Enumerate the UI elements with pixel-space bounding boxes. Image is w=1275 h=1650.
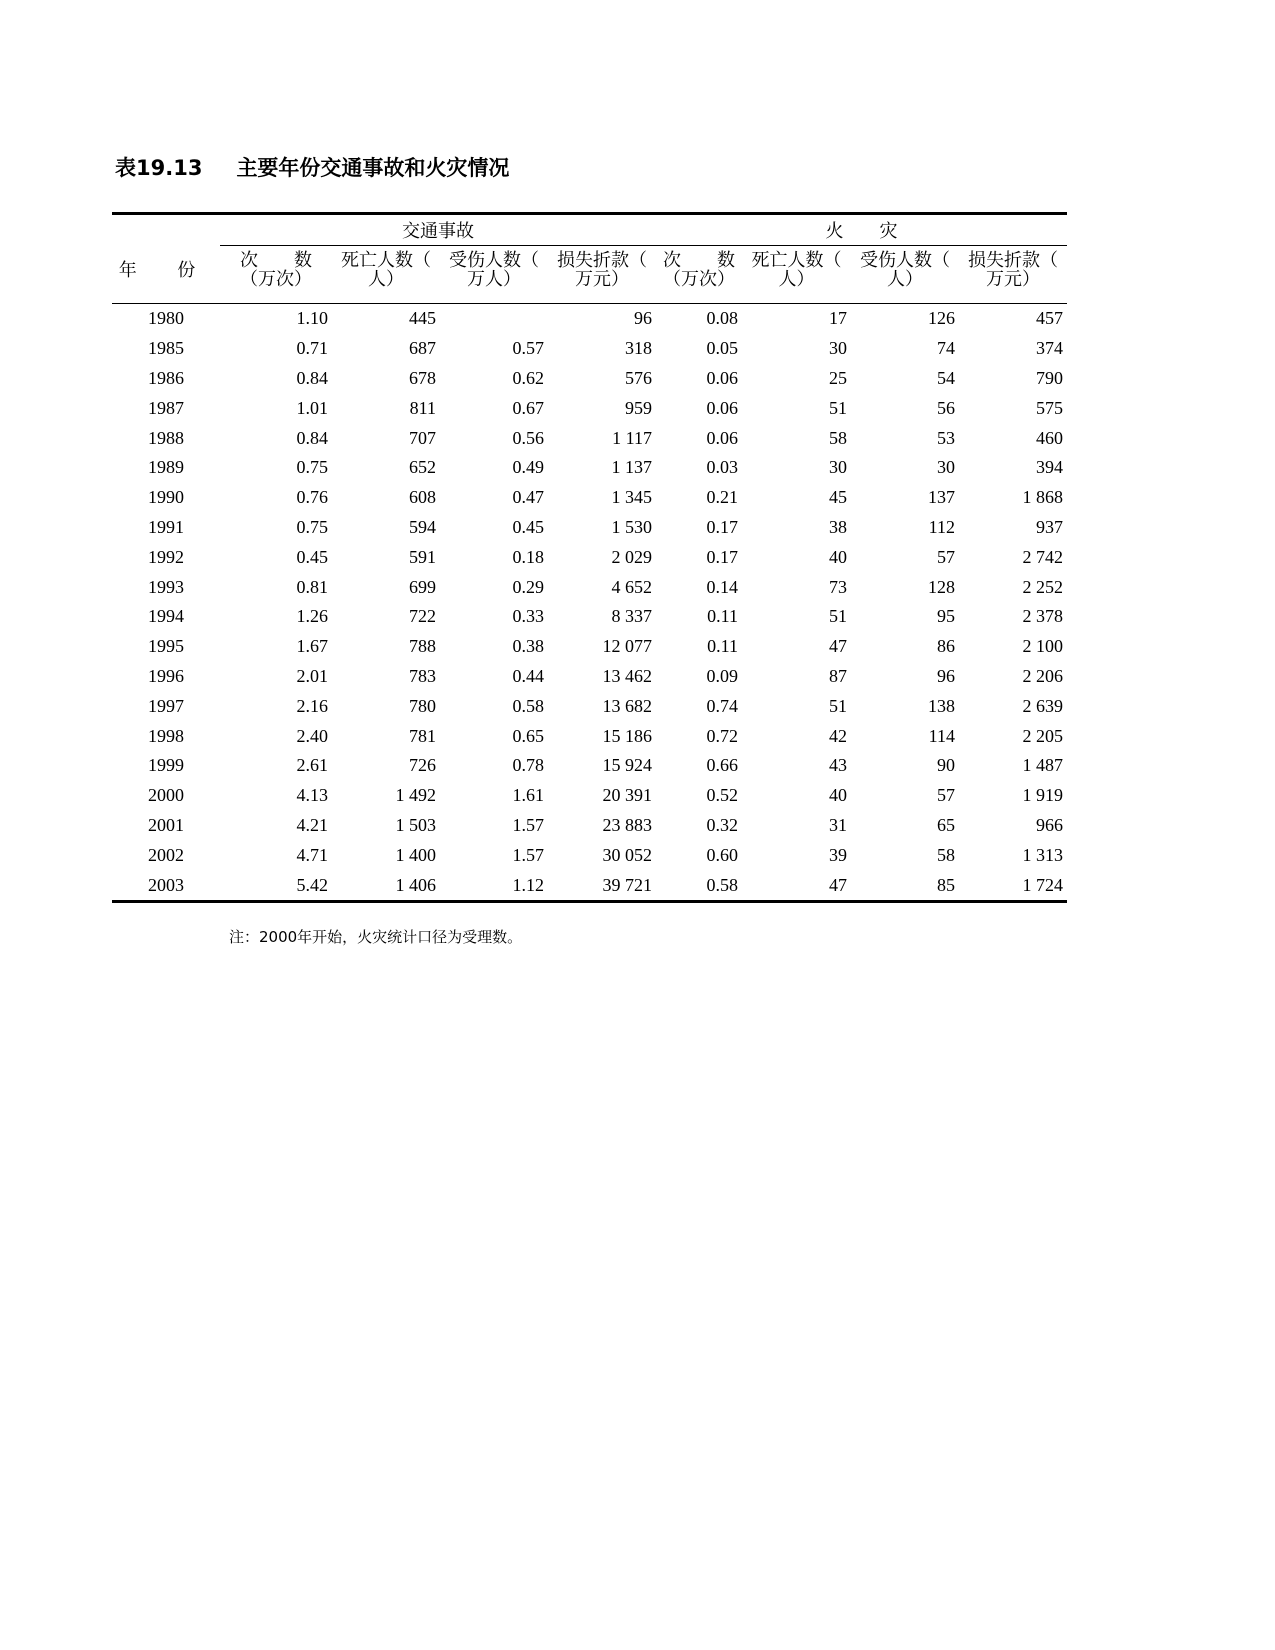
table-cell: 137 (928, 487, 955, 508)
table-cell: 788 (409, 636, 436, 657)
table-row (112, 423, 1067, 453)
table-cell: 0.78 (512, 755, 544, 776)
table-cell: 576 (625, 367, 652, 388)
year-cell: 2002 (148, 844, 184, 865)
table-cell: 1 492 (395, 785, 436, 806)
table-row (112, 393, 1067, 423)
table-row (112, 364, 1067, 394)
table-cell: 57 (937, 785, 955, 806)
column-header (742, 246, 851, 304)
column-header (440, 246, 548, 304)
column-header (332, 246, 440, 304)
table-cell: 0.11 (707, 636, 738, 657)
table-row (112, 453, 1067, 483)
year-cell: 1996 (148, 665, 184, 686)
column-header (220, 246, 332, 304)
table-row (112, 542, 1067, 572)
table-cell: 0.14 (706, 576, 738, 597)
table-cell: 1.67 (296, 636, 328, 657)
statistics-table (112, 212, 1067, 903)
table-cell: 138 (928, 695, 955, 716)
table-cell: 15 186 (602, 725, 652, 746)
table-number: 表19.13 (115, 156, 203, 180)
table-cell: 608 (409, 487, 436, 508)
year-cell: 1992 (148, 546, 184, 567)
year-cell: 1998 (148, 725, 184, 746)
table-cell: 86 (937, 636, 955, 657)
table-row (112, 572, 1067, 602)
table-cell: 47 (829, 636, 847, 657)
table-cell: 652 (409, 457, 436, 478)
table-cell: 374 (1036, 338, 1063, 359)
table-cell: 2 639 (1022, 695, 1063, 716)
table-cell: 966 (1036, 814, 1063, 835)
column-header-line1: 死亡人数（ (341, 250, 431, 270)
table-cell: 0.06 (706, 367, 738, 388)
table-row (112, 781, 1067, 811)
year-cell: 1980 (148, 308, 184, 329)
table-cell: 114 (928, 725, 955, 746)
table-cell: 1.26 (296, 606, 328, 627)
column-header-row (112, 246, 1067, 304)
table-cell: 394 (1036, 457, 1063, 478)
column-header-line2: 人） (887, 269, 923, 289)
table-cell: 95 (937, 606, 955, 627)
table-title (115, 152, 509, 182)
table-cell: 1 487 (1022, 755, 1063, 776)
column-header-line1: 次 数 (240, 250, 312, 270)
column-header-line1: 受伤人数（ (860, 250, 950, 270)
table-cell: 85 (937, 874, 955, 895)
table-cell: 0.81 (296, 576, 328, 597)
table-cell: 726 (409, 755, 436, 776)
table-row (112, 304, 1067, 334)
table-cell: 40 (829, 546, 847, 567)
year-cell: 2003 (148, 874, 184, 895)
table-cell: 4.21 (296, 814, 328, 835)
table-cell: 4 652 (611, 576, 652, 597)
year-cell: 2000 (148, 785, 184, 806)
table-row (112, 840, 1067, 870)
table-cell: 0.06 (706, 427, 738, 448)
table-cell: 4.13 (296, 785, 328, 806)
table-cell: 43 (829, 755, 847, 776)
table-cell: 38 (829, 516, 847, 537)
table-cell: 8 337 (611, 606, 652, 627)
year-cell: 1994 (148, 606, 184, 627)
table-cell: 0.60 (706, 844, 738, 865)
table-cell: 0.17 (706, 546, 738, 567)
table-cell: 51 (829, 606, 847, 627)
year-cell: 1989 (148, 457, 184, 478)
table-cell: 2.61 (296, 755, 328, 776)
table-cell: 0.29 (512, 576, 544, 597)
table-cell: 2 206 (1022, 665, 1063, 686)
table-cell: 42 (829, 725, 847, 746)
table-cell: 96 (937, 665, 955, 686)
table-cell: 0.72 (706, 725, 738, 746)
table-cell: 1 919 (1022, 785, 1063, 806)
table-cell: 707 (409, 427, 436, 448)
table-cell: 591 (409, 546, 436, 567)
column-header (656, 246, 742, 304)
table-cell: 0.38 (512, 636, 544, 657)
year-cell: 1999 (148, 755, 184, 776)
table-cell: 0.75 (296, 457, 328, 478)
table-cell: 959 (625, 397, 652, 418)
year-cell: 1995 (148, 636, 184, 657)
table-cell: 74 (937, 338, 955, 359)
table-cell: 2 205 (1022, 725, 1063, 746)
table-cell: 47 (829, 874, 847, 895)
table-cell: 13 682 (602, 695, 652, 716)
table-cell: 0.45 (296, 546, 328, 567)
table-cell: 0.66 (706, 755, 738, 776)
table-cell: 0.58 (512, 695, 544, 716)
year-cell: 1990 (148, 487, 184, 508)
table-cell: 73 (829, 576, 847, 597)
table-row (112, 632, 1067, 662)
column-header (959, 246, 1067, 304)
year-cell: 1987 (148, 397, 184, 418)
table-cell: 51 (829, 397, 847, 418)
table-cell: 54 (937, 367, 955, 388)
table-cell: 0.32 (706, 814, 738, 835)
table-cell: 575 (1036, 397, 1063, 418)
table-cell: 0.75 (296, 516, 328, 537)
table-cell: 51 (829, 695, 847, 716)
table-cell: 0.21 (706, 487, 738, 508)
table-cell: 40 (829, 785, 847, 806)
year-cell: 1991 (148, 516, 184, 537)
table-cell: 53 (937, 427, 955, 448)
table-title-text: 主要年份交通事故和火灾情况 (236, 156, 510, 180)
column-header-line2: （万次） (240, 269, 312, 289)
table-cell: 1 400 (395, 844, 436, 865)
table-cell: 0.47 (512, 487, 544, 508)
table-cell: 57 (937, 546, 955, 567)
year-cell: 1993 (148, 576, 184, 597)
table-cell: 58 (937, 844, 955, 865)
table-cell: 2 742 (1022, 546, 1063, 567)
table-cell: 20 391 (602, 785, 652, 806)
table-cell: 1 313 (1022, 844, 1063, 865)
table-cell: 5.42 (296, 874, 328, 895)
table-cell: 0.52 (706, 785, 738, 806)
table-cell: 25 (829, 367, 847, 388)
column-header-line2: 人） (368, 269, 404, 289)
table-cell: 0.49 (512, 457, 544, 478)
table-cell: 722 (409, 606, 436, 627)
table-cell: 30 (937, 457, 955, 478)
column-header-line2: （万次） (663, 269, 735, 289)
table-note: 注：2000年开始，火灾统计口径为受理数。 (229, 928, 523, 946)
table-cell: 1 117 (612, 427, 652, 448)
year-cell: 1997 (148, 695, 184, 716)
table-cell: 23 883 (602, 814, 652, 835)
table-cell: 30 (829, 338, 847, 359)
table-cell (440, 304, 548, 334)
table-cell: 2 100 (1022, 636, 1063, 657)
table-cell: 15 924 (602, 755, 652, 776)
table-row (112, 483, 1067, 513)
column-header-line1: 受伤人数（ (449, 250, 539, 270)
table-cell: 0.11 (707, 606, 738, 627)
table-row (112, 751, 1067, 781)
table-cell: 783 (409, 665, 436, 686)
table-cell: 96 (634, 308, 652, 329)
table-cell: 0.62 (512, 367, 544, 388)
table-cell: 1 530 (611, 516, 652, 537)
table-cell: 30 052 (602, 844, 652, 865)
fire-group-header: 火 灾 (825, 221, 898, 241)
table-cell: 17 (829, 308, 847, 329)
table-cell: 594 (409, 516, 436, 537)
table-cell: 90 (937, 755, 955, 776)
table-cell: 56 (937, 397, 955, 418)
table-cell: 65 (937, 814, 955, 835)
table-cell: 0.05 (706, 338, 738, 359)
column-header-line2: 万元） (575, 269, 629, 289)
table-cell: 0.84 (296, 427, 328, 448)
table-cell: 12 077 (602, 636, 652, 657)
table-cell: 457 (1036, 308, 1063, 329)
table-cell: 1.57 (512, 844, 544, 865)
table-cell: 2.01 (296, 665, 328, 686)
table-cell: 0.06 (706, 397, 738, 418)
column-header-line1: 损失折款（ (968, 250, 1058, 270)
table-cell: 0.65 (512, 725, 544, 746)
table-cell: 13 462 (602, 665, 652, 686)
table-cell: 31 (829, 814, 847, 835)
table-cell: 1 868 (1022, 487, 1063, 508)
table-cell: 1 724 (1022, 874, 1063, 895)
table-cell: 126 (928, 308, 955, 329)
column-header-line1: 死亡人数（ (751, 250, 842, 270)
table-row (112, 662, 1067, 692)
table-cell: 1 406 (395, 874, 436, 895)
table-cell: 0.08 (706, 308, 738, 329)
table-cell: 58 (829, 427, 847, 448)
table-cell: 1 137 (611, 457, 652, 478)
table-row (112, 870, 1067, 901)
table-cell: 112 (928, 516, 955, 537)
table-cell: 1 345 (611, 487, 652, 508)
table-cell: 1.61 (512, 785, 544, 806)
year-cell: 2001 (148, 814, 184, 835)
table-row (112, 691, 1067, 721)
table-cell: 128 (928, 576, 955, 597)
table-cell: 699 (409, 576, 436, 597)
table-cell: 318 (625, 338, 652, 359)
table-cell: 2.16 (296, 695, 328, 716)
column-header-line1: 次 数 (663, 250, 735, 270)
table-cell: 39 (829, 844, 847, 865)
table-row (112, 811, 1067, 841)
table-cell: 45 (829, 487, 847, 508)
table-row (112, 721, 1067, 751)
table-cell: 1.12 (512, 874, 544, 895)
table-cell: 0.74 (706, 695, 738, 716)
table-cell: 1 503 (395, 814, 436, 835)
table-cell: 0.33 (512, 606, 544, 627)
table-cell: 1.10 (296, 308, 328, 329)
table-cell: 781 (409, 725, 436, 746)
table-cell: 0.71 (296, 338, 328, 359)
column-header (548, 246, 656, 304)
table-cell: 0.09 (706, 665, 738, 686)
column-header-line2: 万元） (986, 269, 1040, 289)
table-cell: 0.58 (706, 874, 738, 895)
table-cell: 0.67 (512, 397, 544, 418)
table-cell: 39 721 (602, 874, 652, 895)
table-cell: 0.56 (512, 427, 544, 448)
year-column-header: 年 份 (118, 260, 214, 280)
statistics-table-container (112, 212, 1067, 903)
table-row (112, 334, 1067, 364)
column-header-line2: 万人） (467, 269, 521, 289)
table-cell: 0.57 (512, 338, 544, 359)
column-header-line1: 损失折款（ (557, 250, 647, 270)
table-cell: 2 252 (1022, 576, 1063, 597)
table-cell: 1.01 (296, 397, 328, 418)
table-cell: 30 (829, 457, 847, 478)
table-cell: 2 029 (611, 546, 652, 567)
table-body (112, 304, 1067, 901)
table-cell: 0.76 (296, 487, 328, 508)
table-cell: 678 (409, 367, 436, 388)
table-cell: 0.84 (296, 367, 328, 388)
year-cell: 1985 (148, 338, 184, 359)
table-row (112, 602, 1067, 632)
year-cell: 1988 (148, 427, 184, 448)
year-cell: 1986 (148, 367, 184, 388)
table-cell: 0.44 (512, 665, 544, 686)
table-cell: 87 (829, 665, 847, 686)
table-cell: 0.17 (706, 516, 738, 537)
table-cell: 790 (1036, 367, 1063, 388)
table-cell: 2 378 (1022, 606, 1063, 627)
table-cell: 4.71 (296, 844, 328, 865)
table-cell: 445 (409, 308, 436, 329)
table-cell: 0.03 (706, 457, 738, 478)
table-cell: 0.18 (512, 546, 544, 567)
table-cell: 1.57 (512, 814, 544, 835)
table-cell: 937 (1036, 516, 1063, 537)
table-cell: 687 (409, 338, 436, 359)
table-cell: 780 (409, 695, 436, 716)
table-cell: 811 (409, 397, 436, 418)
table-cell: 0.45 (512, 516, 544, 537)
table-cell: 460 (1036, 427, 1063, 448)
column-header (851, 246, 959, 304)
table-row (112, 513, 1067, 543)
column-header-line2: 人） (778, 269, 815, 289)
table-cell: 2.40 (296, 725, 328, 746)
traffic-accident-group-header: 交通事故 (402, 221, 474, 241)
